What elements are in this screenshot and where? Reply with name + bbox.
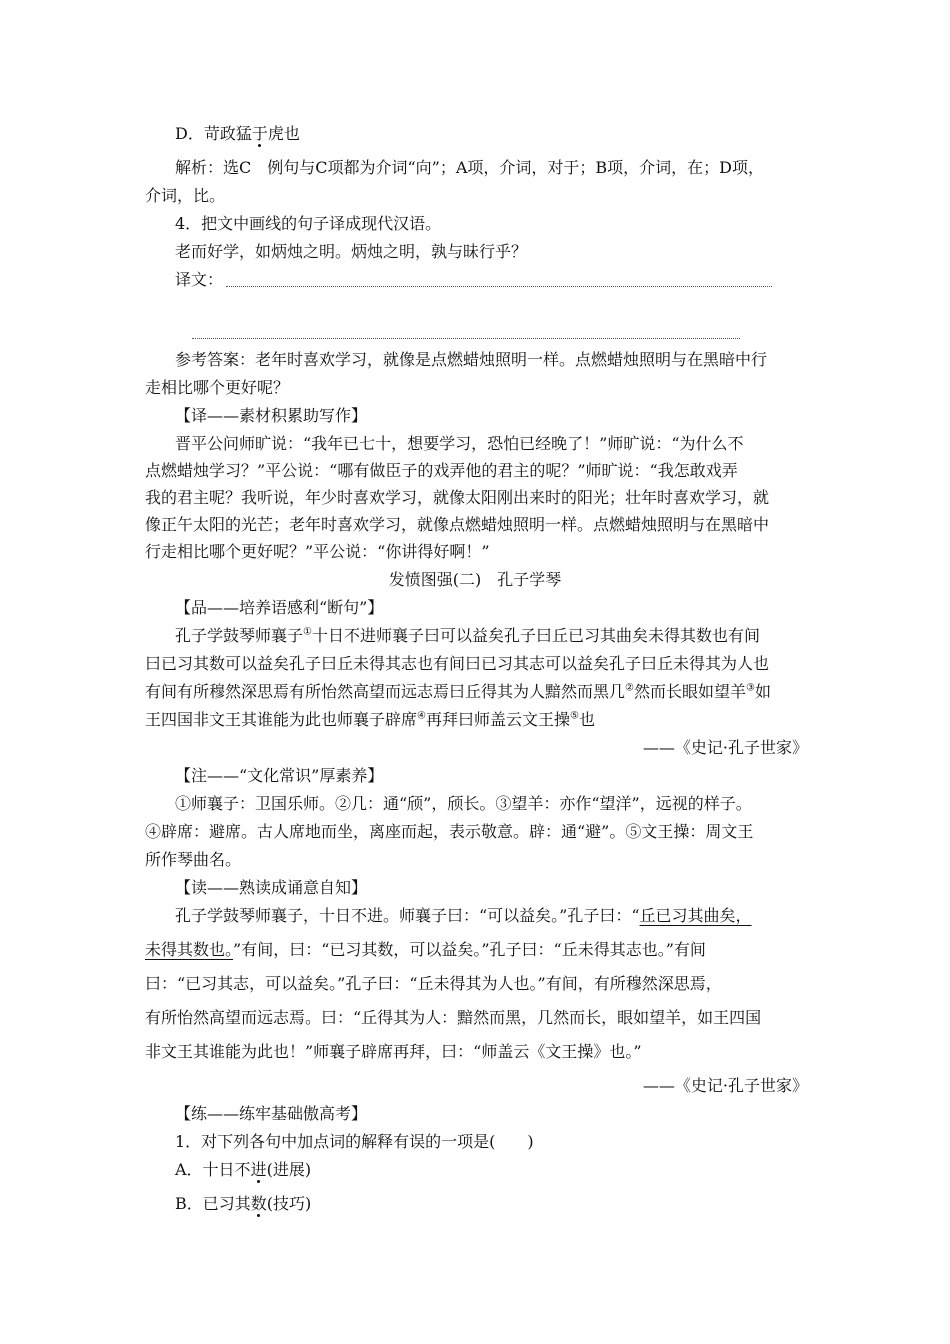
section-title: 发愤图强(二) 孔子学琴 [388, 570, 562, 589]
heading-punctuation: 【品——培养语感利“断句”】 [175, 598, 384, 617]
question-1: 1．对下列各句中加点词的解释有误的一项是( ) [175, 1132, 534, 1151]
question-4-text: 老而好学，如炳烛之明。炳烛之明，孰与昧行乎？ [175, 242, 528, 261]
emphasis-dot-char: 数 [250, 1194, 267, 1213]
heading-practice: 【练——练牢基础傲高考】 [175, 1104, 368, 1123]
translation-para-3: 我的君主呢？我听说，年少时喜欢学习，就像太阳刚出来时的阳光；壮年时喜欢学习，就 [145, 488, 770, 507]
unpunctuated-line-3: 有间有所穆然深思焉有所怡然高望而远志焉曰丘得其为人黯然而黑几②然而长眼如望羊③如 [145, 682, 771, 701]
translation-para-4: 像正午太阳的光芒；老年时喜欢学习，就像点燃蜡烛照明一样。点燃蜡烛照明与在黑暗中 [145, 515, 770, 534]
source-citation-1: ——《史记·孔子世家》 [642, 738, 808, 757]
answer-blank-line-1 [226, 286, 772, 287]
translation-label: 译文： [175, 270, 224, 289]
source-citation-2: ——《史记·孔子世家》 [642, 1076, 808, 1095]
reading-line-5: 非文王其谁能为此也！”师襄子辟席再拜，曰：“师盖云《文王操》也。” [145, 1042, 642, 1061]
translation-para-2: 点燃蜡烛学习？”平公说：“哪有做臣子的戏弄他的君主的呢？”师旷说：“我怎敢戏弄 [145, 461, 738, 480]
answer-line-1: 解析：选C 例句与C项都为介词“向”；A项，介词，对于；B项，介词，在；D项， [175, 158, 764, 177]
translation-para-5: 行走相比哪个更好呢？”平公说：“你讲得好啊！” [145, 542, 490, 561]
underlined-sentence: 未得其数也。 [145, 940, 234, 959]
question-4: 4．把文中画线的句子译成现代汉语。 [175, 214, 442, 233]
answer-blank-line-2 [192, 338, 740, 339]
reference-answer-1: 参考答案：老年时喜欢学习，就像是点燃蜡烛照明一样。点燃蜡烛照明与在黑暗中行 [175, 350, 768, 369]
notes-line-1: ①师襄子：卫国乐师。②几：通“颀”，颀长。③望羊：亦作“望洋”，远视的样子。 [175, 794, 752, 813]
option-b: B．已习其数(技巧) [175, 1194, 312, 1213]
reference-answer-2: 走相比哪个更好呢？ [145, 378, 290, 397]
translation-para-1: 晋平公问师旷说：“我年已七十，想要学习，恐怕已经晚了！”师旷说：“为什么不 [175, 434, 744, 453]
unpunctuated-line-1: 孔子学鼓琴师襄子①十日不进师襄子曰可以益矣孔子曰丘已习其曲矣未得其数也有间 [175, 626, 760, 645]
option-a: A．十日不进(进展) [175, 1160, 312, 1179]
underlined-sentence: 丘已习其曲矣， [639, 906, 752, 925]
unpunctuated-line-2: 曰已习其数可以益矣孔子曰丘未得其志也有间曰已习其志可以益矣孔子曰丘未得其为人也 [145, 654, 770, 673]
unpunctuated-line-4: 王四国非文王其谁能为此也师襄子辟席④再拜曰师盖云文王操⑤也 [145, 710, 595, 729]
emphasis-dot-char: 进 [250, 1160, 267, 1179]
notes-line-3: 所作琴曲名。 [145, 850, 242, 869]
answer-line-2: 介词，比。 [145, 186, 226, 205]
reading-line-4: 有所怡然高望而远志焉。曰：“丘得其为人：黯然而黑，几然而长，眼如望羊，如王四国 [145, 1008, 762, 1027]
option-d: D．苛政猛于虎也 [175, 124, 300, 143]
heading-reading: 【读——熟读成诵意自知】 [175, 878, 368, 897]
heading-translation: 【译——素材积累助写作】 [175, 406, 368, 425]
reading-line-3: 曰：“已习其志，可以益矣。”孔子曰：“丘未得其为人也。”有间，有所穆然深思焉， [145, 974, 722, 993]
heading-notes: 【注——“文化常识”厚素养】 [175, 766, 384, 785]
notes-line-2: ④辟席：避席。古人席地而坐，离座而起，表示敬意。辟：通“避”。⑤文王操：周文王 [145, 822, 754, 841]
emphasis-dot-char: 于 [251, 124, 268, 143]
reading-line-2: 未得其数也。”有间，曰：“已习其数，可以益矣。”孔子曰：“丘未得其志也。”有间 [145, 940, 706, 959]
reading-line-1: 孔子学鼓琴师襄子，十日不进。师襄子曰：“可以益矣。”孔子曰：“丘已习其曲矣， [175, 906, 752, 925]
